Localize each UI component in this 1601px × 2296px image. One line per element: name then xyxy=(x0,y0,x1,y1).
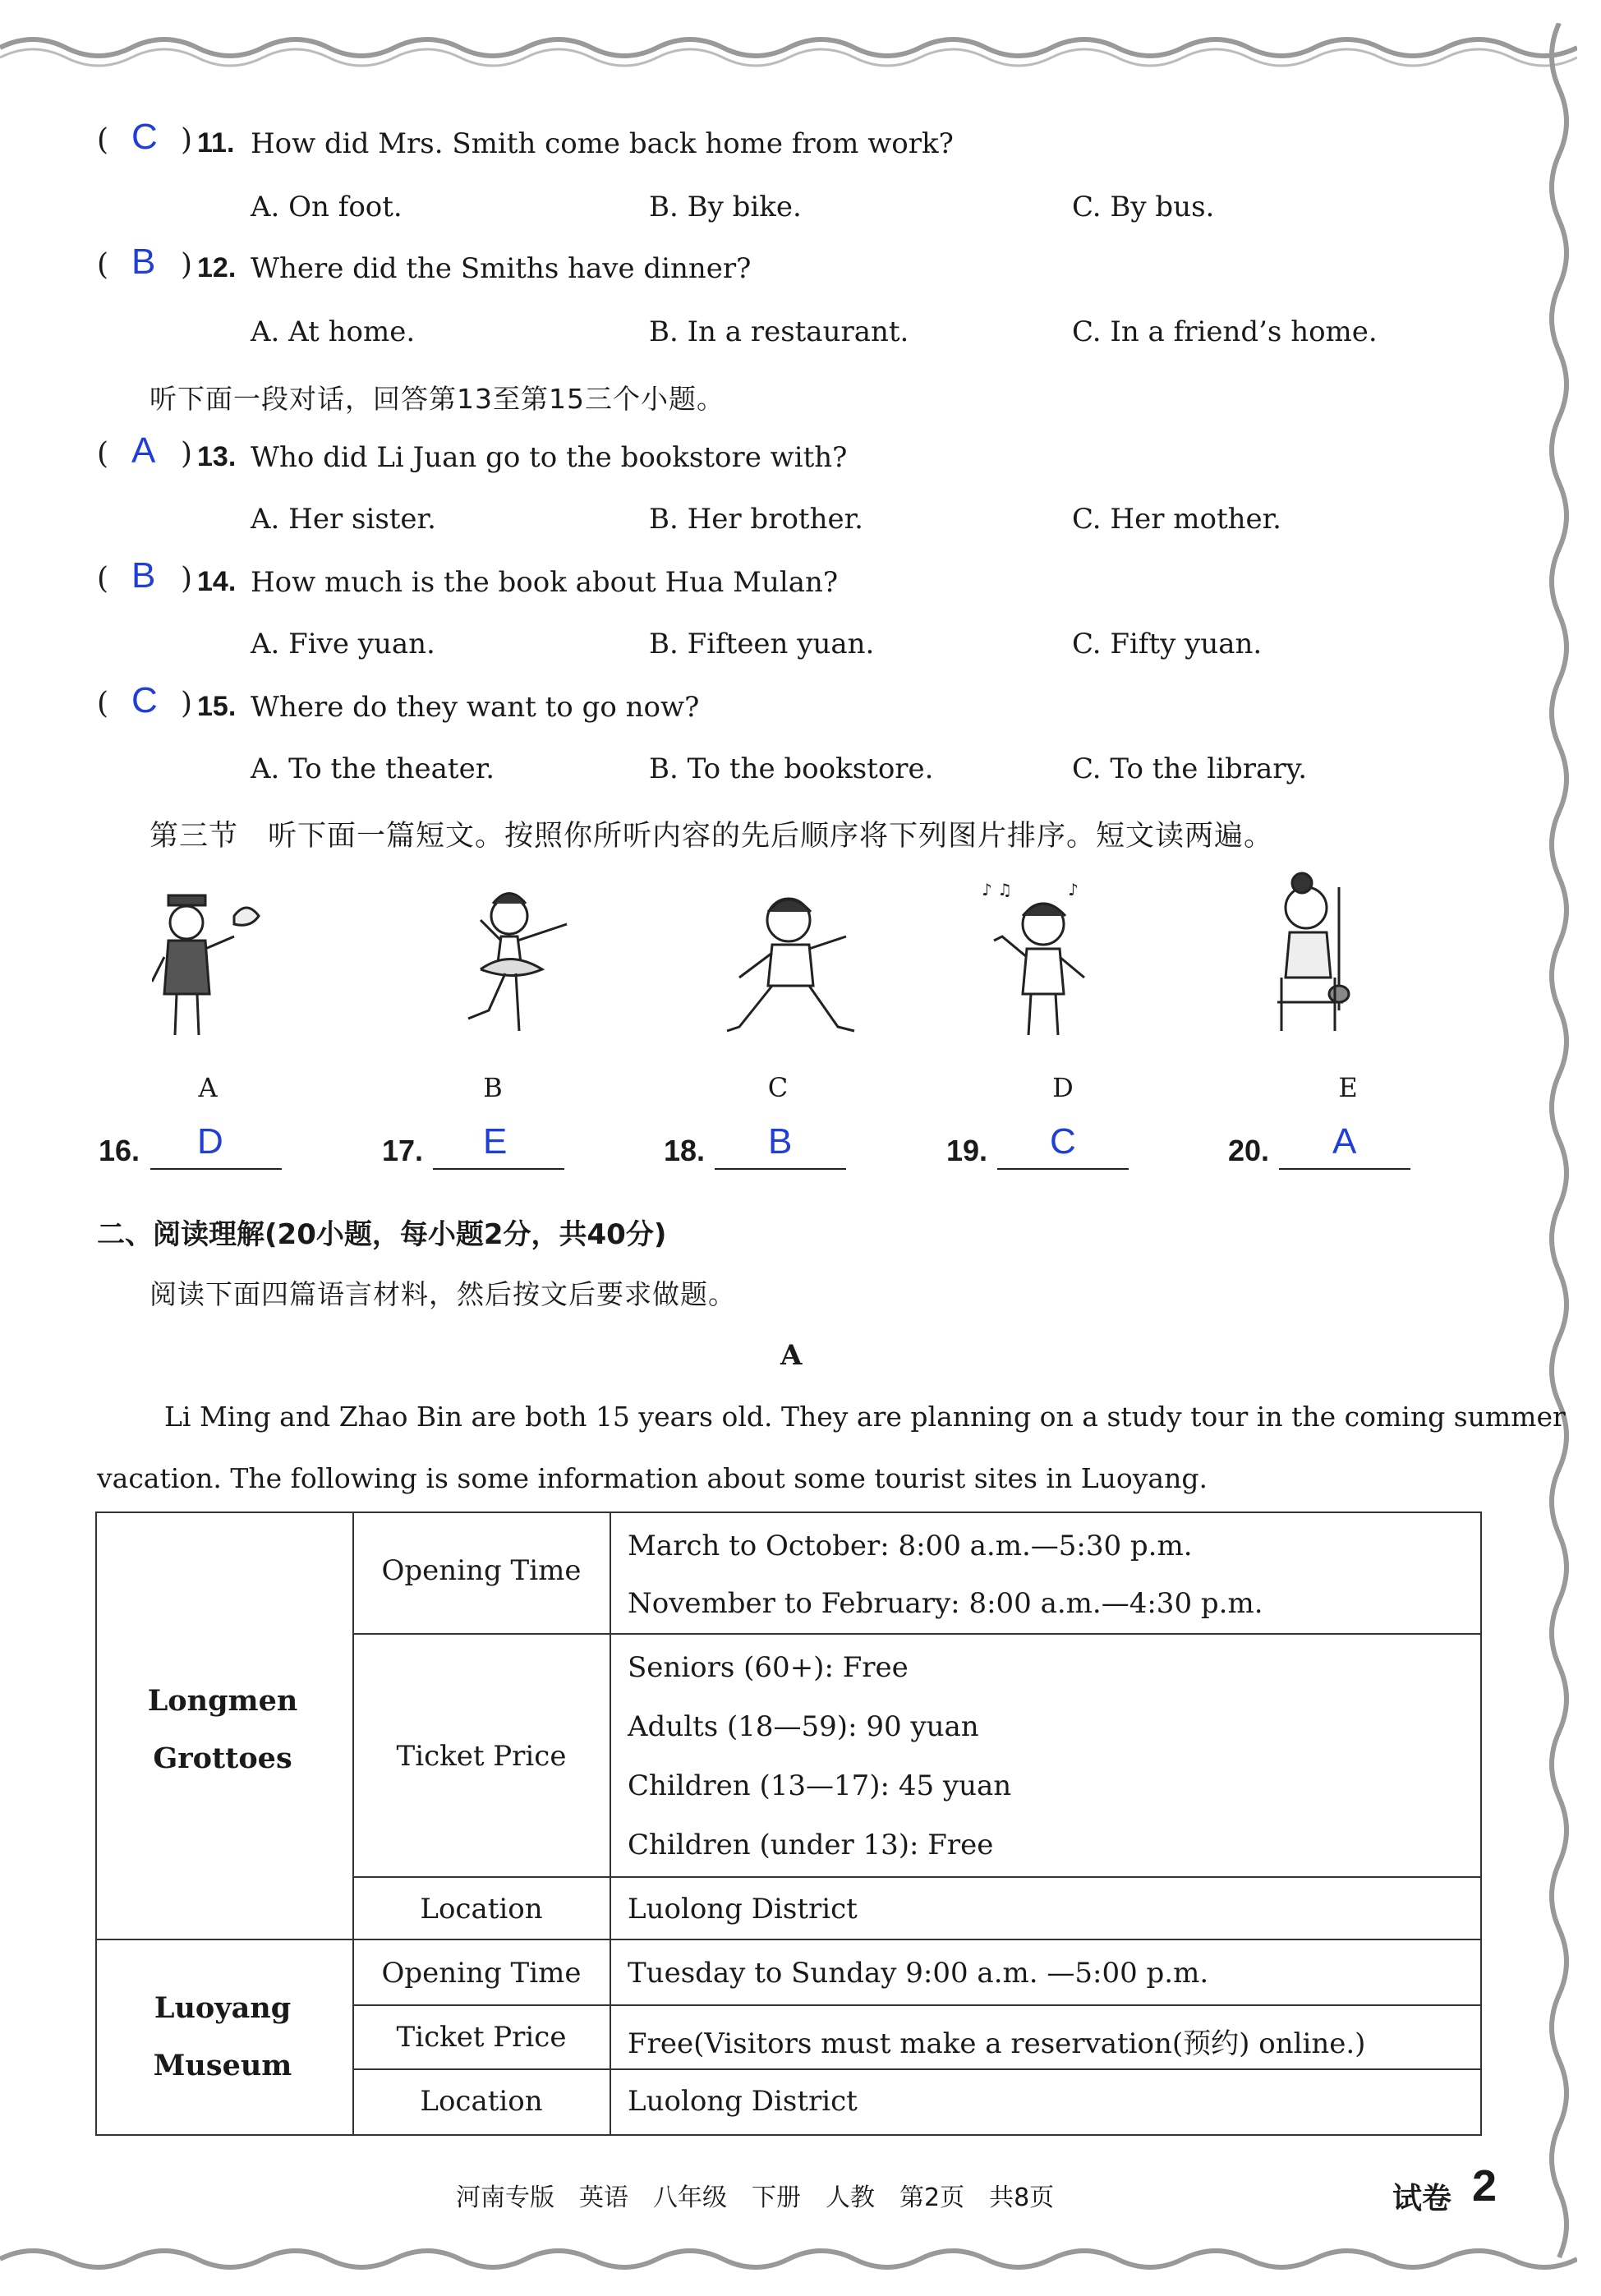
option-b: B. Fifteen yuan. xyxy=(649,628,875,660)
ticket-price-line: Children (13—17): 45 yuan xyxy=(628,1769,1012,1802)
answer-blank xyxy=(150,1168,282,1170)
answer-paren-open: ( xyxy=(97,562,109,596)
answer-paren-open: ( xyxy=(97,123,109,157)
answer-blank xyxy=(715,1168,846,1170)
passage-label: A xyxy=(780,1339,803,1372)
opening-time-label: Opening Time xyxy=(381,1554,582,1587)
answer-paren-close: ) xyxy=(181,687,193,720)
item-number: 17. xyxy=(382,1134,424,1167)
picture-label-e: E xyxy=(1338,1072,1358,1103)
question-number: 11. xyxy=(197,127,235,159)
reading-section-heading: 二、阅读理解(20小题，每小题2分，共40分) xyxy=(97,1218,667,1251)
option-c: C. Fifty yuan. xyxy=(1072,628,1263,660)
kungfu-boy-icon xyxy=(723,887,871,1043)
footer-paper-label: 试卷 xyxy=(1392,2182,1452,2215)
option-c: C. Her mother. xyxy=(1072,503,1281,536)
decorative-border-top xyxy=(0,23,1577,72)
answer-paren-open: ( xyxy=(97,248,109,282)
opening-time-label: Opening Time xyxy=(381,1957,582,1990)
ticket-price-line: Children (under 13): Free xyxy=(628,1829,994,1861)
answer-paren-open: ( xyxy=(97,687,109,720)
option-b: B. In a restaurant. xyxy=(649,315,909,348)
answer-mark: B xyxy=(131,555,156,596)
answer-mark: B xyxy=(768,1121,793,1162)
option-c: C. In a friend’s home. xyxy=(1072,315,1378,348)
question-number: 15. xyxy=(197,691,237,722)
option-c: C. By bus. xyxy=(1072,191,1215,223)
option-b: B. Her brother. xyxy=(649,503,863,536)
item-number: 20. xyxy=(1228,1134,1270,1167)
location-value: Luolong District xyxy=(628,2085,858,2118)
answer-mark: A xyxy=(131,430,156,471)
reading-instruction: 阅读下面四篇语言材料，然后按文后要求做题。 xyxy=(150,1278,736,1310)
option-b: B. By bike. xyxy=(649,191,802,223)
magician-icon xyxy=(152,891,275,1043)
opening-time-line: November to February: 8:00 a.m.—4:30 p.m. xyxy=(628,1587,1263,1620)
answer-mark: C xyxy=(131,680,158,720)
answer-paren-close: ) xyxy=(181,437,193,471)
svg-text:♪: ♪ xyxy=(1068,880,1079,900)
answer-blank xyxy=(433,1168,564,1170)
singer-icon xyxy=(978,879,1101,1043)
location-label: Location xyxy=(420,1893,543,1926)
picture-label-a: A xyxy=(198,1072,218,1103)
question-text: Where do they want to go now? xyxy=(251,691,700,724)
question-text: How much is the book about Hua Mulan? xyxy=(251,566,839,599)
question-number: 14. xyxy=(197,566,237,597)
passage-paragraph-line-2: vacation. The following is some information about some tourist sites in Luoyang. xyxy=(97,1462,1208,1494)
dialogue-instruction: 听下面一段对话，回答第13至第15三个小题。 xyxy=(150,383,725,415)
ticket-price-label: Ticket Price xyxy=(396,1740,567,1773)
item-number: 16. xyxy=(99,1134,140,1167)
picture-label-c: C xyxy=(767,1072,789,1103)
ticket-price-line: Seniors (60+): Free xyxy=(628,1651,909,1684)
answer-mark: C xyxy=(1050,1121,1076,1162)
erhu-player-icon xyxy=(1257,871,1380,1043)
answer-paren-close: ) xyxy=(181,248,193,282)
ticket-price-label: Ticket Price xyxy=(396,2021,567,2054)
answer-blank xyxy=(997,1168,1129,1170)
item-number: 18. xyxy=(664,1134,706,1167)
option-b: B. To the bookstore. xyxy=(649,752,934,785)
option-a: A. To the theater. xyxy=(251,752,495,785)
question-number: 12. xyxy=(197,252,237,283)
site-name-longmen: Longmen Grottoes xyxy=(147,1684,298,1775)
ticket-price-line: Adults (18—59): 90 yuan xyxy=(628,1710,979,1743)
location-label: Location xyxy=(420,2085,543,2118)
answer-mark: B xyxy=(131,242,156,282)
decorative-border-bottom xyxy=(0,2234,1577,2284)
option-a: A. On foot. xyxy=(251,191,403,223)
question-number: 13. xyxy=(197,441,237,472)
site-name-museum: Luoyang Museum xyxy=(153,1991,292,2082)
opening-time-line: March to October: 8:00 a.m.—5:30 p.m. xyxy=(628,1530,1193,1562)
question-text: Where did the Smiths have dinner? xyxy=(251,252,752,285)
answer-paren-close: ) xyxy=(181,562,193,596)
option-c: C. To the library. xyxy=(1072,752,1308,785)
footer-info: 河南专版 英语 八年级 下册 人教 第2页 共8页 xyxy=(456,2183,1055,2212)
answer-blank xyxy=(1279,1168,1410,1170)
option-a: A. Her sister. xyxy=(251,503,436,536)
svg-text:♪ ♫: ♪ ♫ xyxy=(982,880,1013,900)
answer-paren-close: ) xyxy=(181,123,193,157)
decorative-border-right xyxy=(1534,23,1584,2274)
answer-mark: D xyxy=(197,1121,223,1162)
passage-paragraph-line-1: Li Ming and Zhao Bin are both 15 years old. They are planning on a study tour in the coming summer xyxy=(164,1401,1566,1433)
picture-label-b: B xyxy=(483,1072,503,1103)
picture-label-d: D xyxy=(1052,1072,1074,1103)
opening-time-value: Tuesday to Sunday 9:00 a.m. —5:00 p.m. xyxy=(628,1957,1209,1990)
answer-mark: A xyxy=(1332,1121,1357,1162)
tourist-info-table xyxy=(95,1511,1482,2136)
ticket-price-value: Free(Visitors must make a reservation(预约) online.) xyxy=(628,2027,1366,2060)
answer-mark: E xyxy=(483,1121,508,1162)
question-text: Who did Li Juan go to the bookstore with? xyxy=(251,441,848,474)
footer-paper-number: 2 xyxy=(1472,2161,1497,2211)
ballet-dancer-icon xyxy=(444,887,583,1043)
section3-instruction: 第三节 听下面一篇短文。按照你所听内容的先后顺序将下列图片排序。短文读两遍。 xyxy=(150,820,1274,853)
option-a: A. Five yuan. xyxy=(251,628,435,660)
question-text: How did Mrs. Smith come back home from work? xyxy=(251,127,954,160)
location-value: Luolong District xyxy=(628,1893,858,1926)
answer-paren-open: ( xyxy=(97,437,109,471)
option-a: A. At home. xyxy=(251,315,416,348)
item-number: 19. xyxy=(946,1134,988,1167)
answer-mark: C xyxy=(131,117,158,157)
